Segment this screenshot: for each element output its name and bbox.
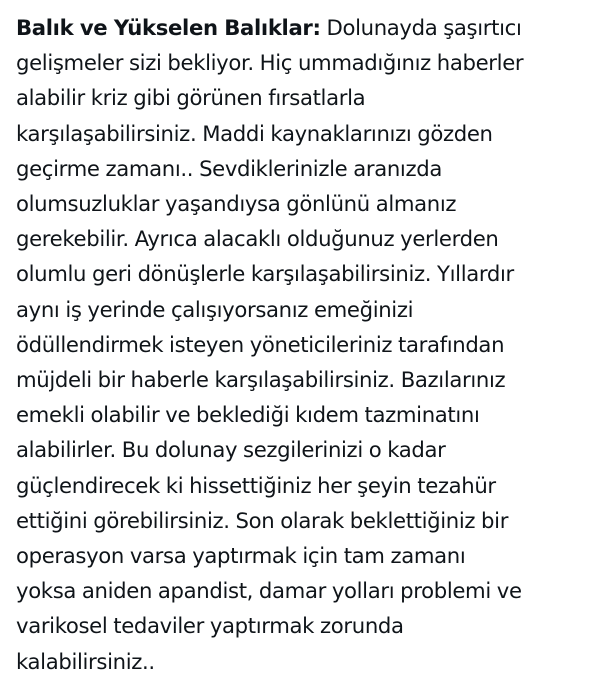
post-line: varikosel tedaviler yaptırmak zorunda <box>16 613 404 639</box>
post-line <box>16 10 591 45</box>
post-line: emekli olabilir ve beklediği kıdem tazminatını <box>16 402 480 428</box>
post-line-text: Dolunayda şaşırtıcı <box>320 15 522 40</box>
post-line: alabilir kriz gibi görünen fırsatlarla <box>16 85 366 111</box>
post-line: müjdeli bir haberle karşılaşabilirsiniz. Bazılarınız <box>16 367 506 393</box>
post-line: operasyon varsa yaptırmak için tam zamanı <box>16 543 466 569</box>
post-line: geçirme zamanı.. Sevdiklerinizle aranızda <box>16 155 442 181</box>
post-line: ödüllendirmek isteyen yöneticileriniz tarafından <box>16 331 505 357</box>
post-heading: Balık ve Yükselen Balıklar: <box>16 15 321 40</box>
post-line: gerekebilir. Ayrıca alacaklı olduğunuz yerlerden <box>16 226 499 252</box>
post-line: yoksa aniden apandist, damar yolları problemi ve <box>16 578 522 604</box>
post-line: güçlendirecek ki hissettiğiniz her şeyin tezahür <box>16 472 496 498</box>
post-line: ettiğini görebilirsiniz. Son olarak beklettiğiniz bir <box>16 507 509 533</box>
post-line: olumlu geri dönüşlerle karşılaşabilirsiniz. Yıllardır <box>16 261 514 287</box>
post-line: karşılaşabilirsiniz. Maddi kaynaklarınızı gözden <box>16 120 493 146</box>
post-text <box>16 10 591 679</box>
post-line: alabilirler. Bu dolunay sezgilerinizi o kadar <box>16 437 446 463</box>
post-line: olumsuzluklar yaşandıysa gönlünü almanız <box>16 191 457 217</box>
post-line: gelişmeler sizi bekliyor. Hiç ummadığınız haberler <box>16 50 524 76</box>
post-line: aynı iş yerinde çalışıyorsanız emeğinizi <box>16 296 414 322</box>
post-line: kalabilirsiniz.. <box>16 648 155 674</box>
